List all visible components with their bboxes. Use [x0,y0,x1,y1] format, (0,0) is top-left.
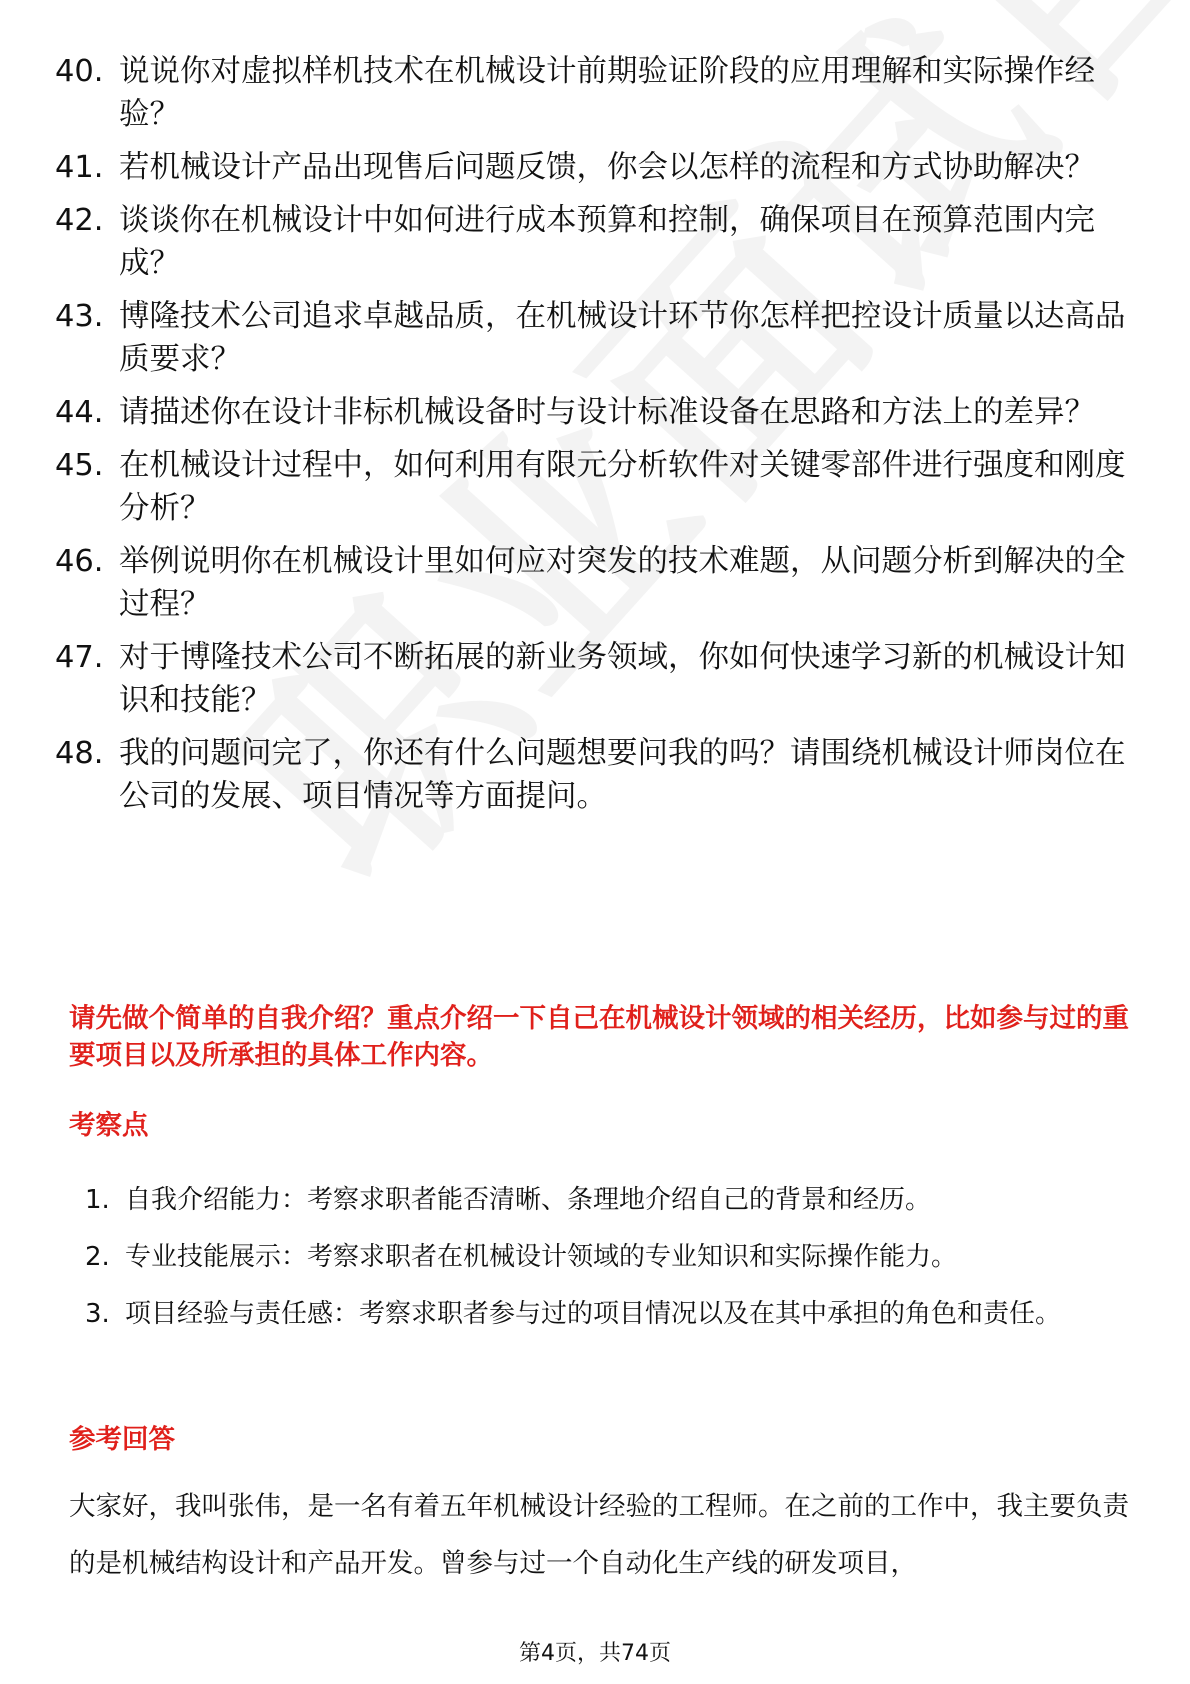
question-number: 44. [55,395,104,430]
kaocha-text: 专业技能展示：考察求职者在机械设计领域的专业知识和实际操作能力。 [125,1242,958,1272]
question-item [55,295,1130,381]
question-item [55,50,1130,136]
kaocha-item [85,1229,1135,1286]
question-item [55,540,1130,626]
question-item [55,199,1130,285]
question-list [55,50,1130,828]
question-text: 谈谈你在机械设计中如何进行成本预算和控制，确保项目在预算范围内完成？ [119,203,1095,281]
reference-answer-text: 大家好，我叫张伟，是一名有着五年机械设计经验的工程师。在之前的工作中，我主要负责的是机械结构设计和产品开发。曾参与过一个自动化生产线的研发项目， [69,1491,1129,1579]
kaocha-list [85,1172,1135,1343]
question-number: 40. [55,54,104,89]
question-number: 41. [55,150,104,185]
question-item [55,732,1130,818]
question-text: 请描述你在设计非标机械设备时与设计标准设备在思路和方法上的差异？ [119,395,1095,430]
kaocha-item [85,1172,1135,1229]
question-item [55,391,1130,434]
kaocha-number: 1. [85,1185,110,1215]
kaocha-text: 自我介绍能力：考察求职者能否清晰、条理地介绍自己的背景和经历。 [125,1185,932,1215]
kaocha-number: 3. [85,1299,110,1329]
kaocha-heading: 考察点 [69,1110,149,1141]
question-number: 45. [55,448,104,483]
reference-answer-heading: 参考回答 [69,1424,175,1455]
question-text: 对于博隆技术公司不断拓展的新业务领域，你如何快速学习新的机械设计知识和技能？ [119,640,1126,718]
question-text: 若机械设计产品出现售后问题反馈，你会以怎样的流程和方式协助解决？ [119,150,1095,185]
kaocha-text: 项目经验与责任感：考察求职者参与过的项目情况以及在其中承担的角色和责任。 [125,1299,1062,1329]
question-item [55,146,1130,189]
question-item [55,636,1130,722]
page-footer: 第4页，共74页 [519,1641,671,1666]
intro-question-heading: 请先做个简单的自我介绍？重点介绍一下自己在机械设计领域的相关经历，比如参与过的重要项目以及所承担的具体工作内容。 [69,1003,1129,1071]
kaocha-item [85,1286,1135,1343]
question-text: 我的问题问完了，你还有什么问题想要问我的吗？请围绕机械设计师岗位在公司的发展、项目情况等方面提问。 [119,736,1126,814]
question-number: 42. [55,203,104,238]
question-text: 举例说明你在机械设计里如何应对突发的技术难题，从问题分析到解决的全过程？ [119,544,1126,622]
question-text: 说说你对虚拟样机技术在机械设计前期验证阶段的应用理解和实际操作经验？ [119,54,1095,132]
question-text: 在机械设计过程中，如何利用有限元分析软件对关键零部件进行强度和刚度分析？ [119,448,1126,526]
question-number: 47. [55,640,104,675]
question-item [55,444,1130,530]
question-text: 博隆技术公司追求卓越品质，在机械设计环节你怎样把控设计质量以达高品质要求？ [119,299,1126,377]
kaocha-number: 2. [85,1242,110,1272]
question-number: 46. [55,544,104,579]
question-number: 43. [55,299,104,334]
question-number: 48. [55,736,104,771]
